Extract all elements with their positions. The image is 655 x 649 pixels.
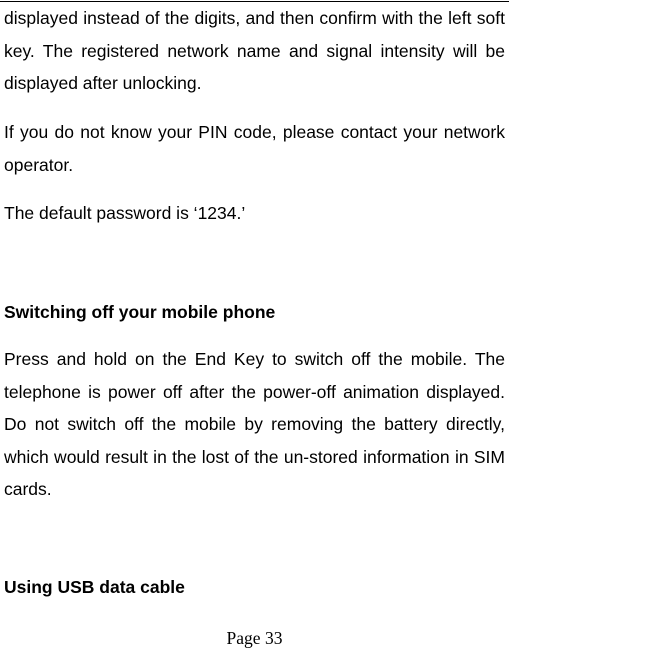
paragraph-pin-help: If you do not know your PIN code, please contact your network operator. bbox=[4, 122, 505, 175]
paragraph-default-password: The default password is ‘1234.’ bbox=[4, 203, 246, 223]
heading-usb-cable: Using USB data cable bbox=[4, 577, 185, 597]
paragraph-switch-off-instructions: Press and hold on the End Key to switch off the mobile. The telephone is power off after the power-off animation displayed. Do not switch off the mobile by removing the battery directly, which would result in the lost of the un-stored information in SIM cards. bbox=[4, 349, 505, 499]
page-number: Page 33 bbox=[226, 628, 283, 648]
heading-switching-off: Switching off your mobile phone bbox=[4, 302, 276, 322]
paragraph-unlock-confirm: displayed instead of the digits, and then confirm with the left soft key. The registered network name and signal intensity will be displayed after unlocking. bbox=[4, 8, 505, 93]
